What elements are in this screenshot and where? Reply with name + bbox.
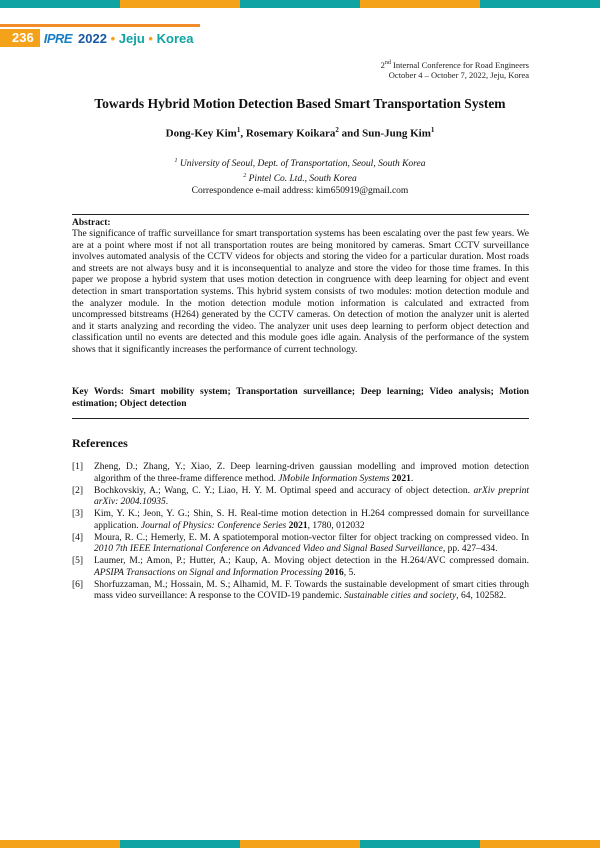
affiliation-2	[0, 170, 600, 185]
reference-text: Zheng, D.; Zhang, Y.; Xiao, Z. Deep learning-driven gaussian modelling and improved motion detection algorithm of the three-frame difference method. JMobile Information Systems 2021.	[94, 462, 529, 484]
reference-text: Laumer, M.; Amon, P.; Hutter, A.; Kaup, A. Moving object detection in the H.264/AVC compressed domain. APSIPA Transactions on Signal and Information Processing 2016, 5.	[94, 556, 529, 578]
reference-item	[72, 556, 529, 579]
stripe-segment	[360, 0, 480, 8]
brand-dot: •	[110, 30, 116, 46]
reference-number: [5]	[72, 556, 84, 567]
reference-number: [1]	[72, 462, 84, 472]
reference-number: [3]	[72, 509, 84, 520]
reference-item	[72, 533, 529, 556]
stripe-segment	[480, 840, 600, 848]
reference-item	[72, 462, 529, 485]
author-separator: and	[338, 127, 363, 140]
affiliations	[0, 155, 600, 197]
abstract-heading: Abstract:	[72, 218, 111, 228]
author-name: Rosemary Koikara	[245, 127, 336, 140]
stripe-segment	[0, 840, 120, 848]
affil-mark: 1	[174, 158, 178, 164]
divider-top	[72, 214, 529, 215]
stripe-segment	[240, 0, 360, 8]
paper-title: Towards Hybrid Motion Detection Based Smart Transportation System	[94, 96, 506, 111]
reference-text: Shorfuzzaman, M.; Hossain, M. S.; Alhamid, M. F. Towards the sustainable development of smart cities through mass video surveillance: A response to the COVID-19 pandemic. Sustainable cities and society, 64, 102582.	[94, 579, 529, 602]
conference-ordinal-suffix: nd	[384, 60, 391, 66]
affil-text: University of Seoul, Dept. of Transportation, Seoul, South Korea	[177, 159, 426, 170]
brand-country: Korea	[156, 30, 194, 46]
reference-number: [6]	[72, 579, 84, 590]
author-name: Sun-Jung Kim	[362, 127, 431, 140]
author-name: Dong-Key Kim	[165, 127, 237, 140]
brand-dot: •	[148, 30, 153, 46]
reference-text: Kim, Y. K.; Jeon, Y. G.; Shin, S. H. Real-time motion detection in H.264 compressed domain for surveillance application. Journal of Physics: Conference Series 2021, 1780, 012032	[94, 509, 529, 531]
references-heading: References	[72, 436, 128, 450]
keywords: Key Words: Smart mobility system; Transportation surveillance; Deep learning; Video analysis; Motion estimation; Object detection	[72, 387, 529, 409]
conference-dates: October 4 – October 7, 2022, Jeju, Korea	[388, 69, 529, 80]
running-header	[0, 29, 193, 47]
stripe-segment	[360, 840, 480, 848]
page-number: 236	[0, 29, 40, 47]
brand-city: Jeju	[118, 30, 145, 46]
author-affil-mark: 1	[236, 126, 241, 134]
abstract-body: The significance of traffic surveillance for smart transportation systems has been escalating over the past few years. We are at a point where most if not all transportation routes are being monitored by cameras. Smart CCTV surveillance involves automated analysis of the CCTV videos for objects and storing the video for a particular duration. Most roads and streets are not always busy and it is inconsequential to analyze and store the video for those time frames. In this paper we propose a hybrid system that uses motion detection in congruence with deep learning for object and event detection in smart transportation systems. This hybrid system consists of two modules: motion detection module and the analyzer module. In the motion detection module motion information is calculated and extracted from uncompressed bitstreams (H264) generated by the CCTV cameras. On detection of motion the analyzer unit is alerted and it starts analyzing and recording the video. The analyzer unit uses deep learning to perform object detection and classification until no events are detected and this module goes idle again. Analysis of the performance of the system shows that it significantly increases the performance of current technology.	[72, 229, 529, 355]
conference-logo: IPRE	[43, 30, 73, 46]
top-color-stripe	[0, 0, 600, 8]
correspondence-email: Correspondence e-mail address: kim650919@gmail.com	[191, 186, 409, 197]
reference-item	[72, 580, 529, 603]
author-separator: ,	[240, 127, 246, 140]
divider-bottom	[72, 418, 529, 419]
reference-number: [2]	[72, 485, 84, 496]
affiliation-1	[0, 155, 600, 170]
reference-text: Moura, R. C.; Hemerly, E. M. A spatiotemporal motion-vector filter for object tracking on compressed video. In 2010 7th IEEE International Conference on Advanced Video and Signal Based Surveillance, pp. 427–434.	[94, 532, 529, 555]
affil-mark: 2	[243, 173, 247, 180]
author-list	[0, 126, 600, 140]
author-affil-mark: 2	[335, 126, 339, 134]
bottom-color-stripe	[0, 840, 600, 848]
stripe-segment	[120, 840, 240, 848]
conference-brand	[78, 31, 193, 46]
stripe-segment	[120, 0, 240, 8]
stripe-segment	[480, 0, 600, 8]
reference-item	[72, 486, 529, 509]
reference-list	[72, 462, 529, 603]
affil-text: Pintel Co. Ltd., South Korea	[246, 174, 357, 185]
conference-name: Internal Conference for Road Engineers	[390, 59, 529, 70]
conference-ordinal: 2	[380, 59, 385, 70]
author-affil-mark: 1	[430, 126, 435, 134]
header-accent-line	[0, 24, 200, 27]
conference-name-line	[381, 58, 529, 70]
stripe-segment	[240, 840, 360, 848]
reference-text: Bochkovskiy, A.; Wang, C. Y.; Liao, H. Y. M. Optimal speed and accuracy of object detection. arXiv preprint arXiv: 2004.10935.	[94, 485, 529, 508]
stripe-segment	[0, 0, 120, 8]
brand-year: 2022	[78, 30, 107, 46]
reference-item	[72, 509, 529, 532]
reference-number: [4]	[72, 532, 84, 543]
conference-info	[381, 58, 529, 80]
